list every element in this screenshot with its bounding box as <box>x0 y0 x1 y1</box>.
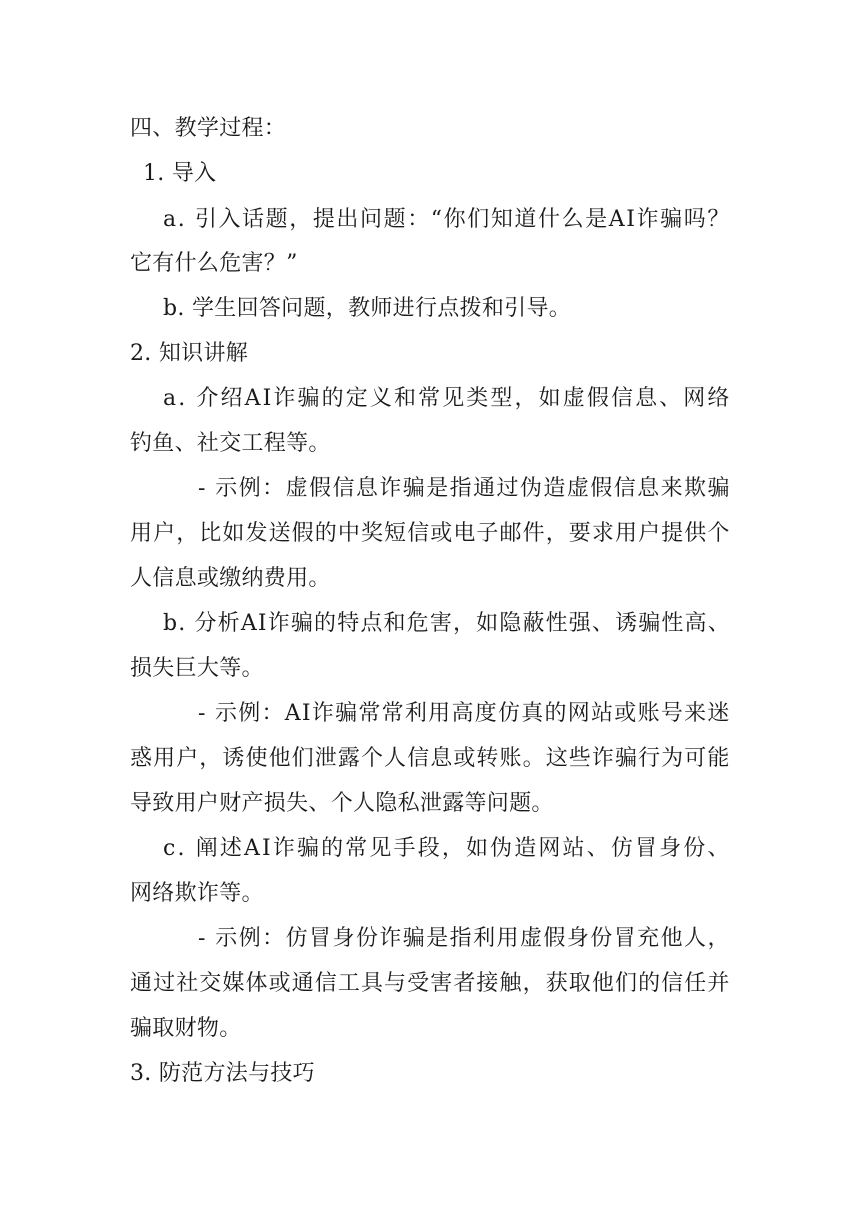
section-1-item-a-line-1: a . 引 入 话 题 ， 提 出 问 题 ： “ 你 们 知 道 什 么 是 A I 诈 骗 吗 ？ <box>163 207 730 232</box>
section-2-item-a-line-1: a . 介 绍 A I 诈 骗 的 定 义 和 常 见 类 型 ， 如 虚 假 信 息 、 网 络 <box>163 386 730 411</box>
example-3-line-1: - 示 例 ： 仿 冒 身 份 诈 骗 是 指 利 用 虚 假 身 份 冒 充 他 人 ， <box>198 926 730 951</box>
example-2-line-1: - 示 例 ： A I 诈 骗 常 常 利 用 高 度 仿 真 的 网 站 或 账 号 来 迷 <box>198 701 730 726</box>
main-heading: 四、教学过程： <box>130 116 287 141</box>
example-1-line-2: 用 户 ， 比 如 发 送 假 的 中 奖 短 信 或 电 子 邮 件 ， 要 求 用 户 提 供 个 <box>130 521 730 546</box>
example-1-line-1: - 示 例 ： 虚 假 信 息 诈 骗 是 指 通 过 伪 造 虚 假 信 息 来 欺 骗 <box>198 476 730 501</box>
section-2-item-a-line-2: 钓鱼、社交工程等。 <box>130 431 331 456</box>
section-1-title: 1. 导入 <box>143 161 217 186</box>
section-3-title: 3. 防范方法与技巧 <box>130 1061 315 1086</box>
section-2-item-c-line-2: 网络欺诈等。 <box>130 881 264 906</box>
example-3-line-2: 通 过 社 交 媒 体 或 通 信 工 具 与 受 害 者 接 触 ， 获 取 他 们 的 信 任 并 <box>130 971 730 996</box>
section-2-item-b-line-2: 损失巨大等。 <box>130 656 264 681</box>
example-2-line-3: 导致用户财产损失、个人隐私泄露等问题。 <box>130 791 554 816</box>
example-1-line-3: 人信息或缴纳费用。 <box>130 566 331 591</box>
example-2-line-2: 惑 用 户 ， 诱 使 他 们 泄 露 个 人 信 息 或 转 账 。 这 些 诈 骗 行 为 可 能 <box>130 746 730 771</box>
section-1-item-b: b. 学生回答问题，教师进行点拨和引导。 <box>163 296 572 321</box>
section-2-item-c-line-1: c . 阐 述 A I 诈 骗 的 常 见 手 段 ， 如 伪 造 网 站 、 仿 冒 身 份 、 <box>163 836 730 861</box>
section-2-item-b-line-1: b . 分 析 A I 诈 骗 的 特 点 和 危 害 ， 如 隐 蔽 性 强 、 诱 骗 性 高 、 <box>163 611 730 636</box>
example-3-line-3: 骗取财物。 <box>130 1016 242 1041</box>
section-2-title: 2. 知识讲解 <box>130 341 249 366</box>
section-1-item-a-line-2: 它有什么危害？” <box>130 251 298 276</box>
